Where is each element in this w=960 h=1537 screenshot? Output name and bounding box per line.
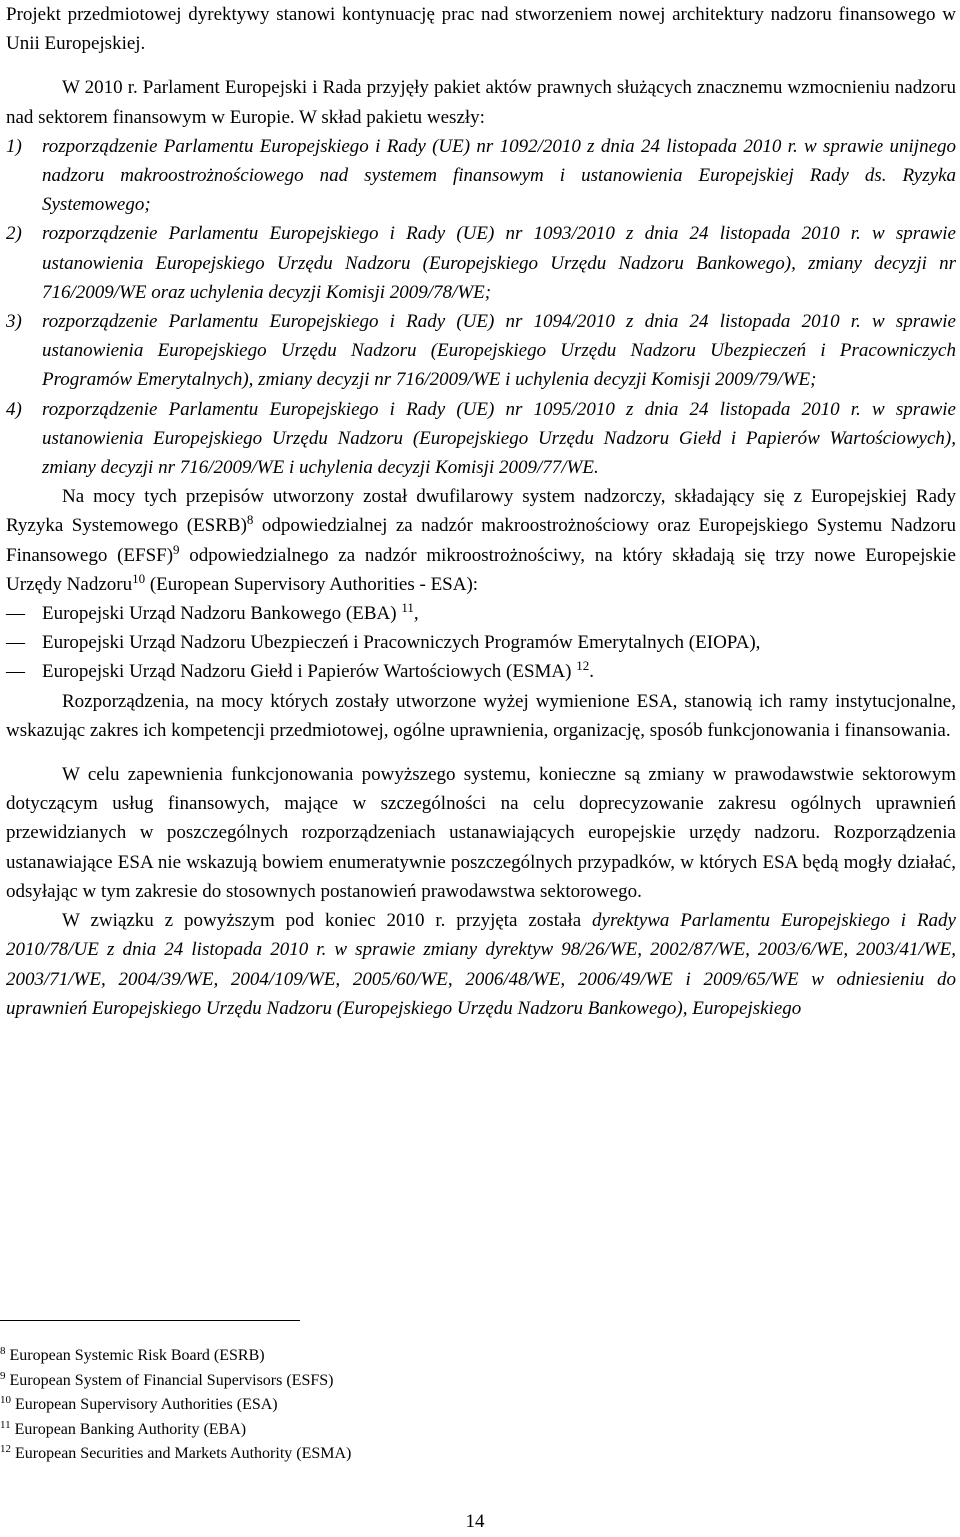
footnote-separator xyxy=(0,1320,300,1321)
list-item: — Europejski Urząd Nadzoru Giełd i Papierów Wartościowych (ESMA) $^{12}$. xyxy=(6,658,594,683)
paragraph-regulations-framework: Rozporządzenia, na mocy których zostały utworzone wyżej wymienione ESA, stanowią ich ramy instytucjonalne, wskazując zakres ich kompetencji przedmiotowej, ogólne uprawnienia, organizację, sposób funkcjonowania i finansowania. xyxy=(6,690,956,741)
paragraph-sectoral-changes: W celu zapewnienia funkcjonowania powyższego systemu, konieczne są zmiany w prawodawstwie sektorowym dotyczącym usług finansowych, mające w szczególności na celu doprecyzowanie zakresu ogólnych uprawnień przewidzianych w poszczególnych rozporządzeniach ustanawiających europejskie urzędy nadzoru. Rozporządzenia ustanawiające ESA nie wskazują bowiem enumeratywnie poszczególnych przypadków, w których ESA będą mogły działać, odsyłając w tym zakresie do stosownych postanowień prawodawstwa sektorowego. xyxy=(6,764,956,902)
list-item: 4) rozporządzenie Parlamentu Europejskiego i Rady (UE) nr 1095/2010 z dnia 24 listopada 2010 r. w sprawie ustanowienia Europejskiego Urzędu Nadzoru (Europejskiego Urzędu Nadzoru Giełd i Papierów Wartościowych), zmiany decyzji nr 716/2009/WE i uchylenia decyzji Komisji 2009/77/WE. xyxy=(6,398,956,479)
footnote: $^9$ European System of Financial Supervisors (ESFS) xyxy=(0,1369,334,1389)
footnote-ref: 8 xyxy=(246,512,254,528)
footnote-ref: 11 xyxy=(401,600,414,616)
footnote: $^8$ European Systemic Risk Board (ESRB) xyxy=(0,1345,265,1364)
footnote: $^{12}$ European Securities and Markets Authority (ESMA) xyxy=(0,1443,352,1462)
paragraph-directive: W związku z powyższym pod koniec 2010 r. przyjęta została dyrektywa Parlamentu Europejskiego i Rady 2010/78/UE z dnia 24 listopada 2010 r. w sprawie zmiany dyrektyw 98/26/WE, 2002/87/WE, 2003/6/WE, 2003/41/WE, 2003/71/WE, 2004/39/WE, 2004/109/WE, 2005/60/WE, 2006/48/WE, 2006/49/WE i 2009/65/WE w odniesieniu do uprawnień Europejskiego Urzędu Nadzoru (Europejskiego Urzędu Nadzoru Bankowego), Europejskiego xyxy=(6,910,956,1019)
paragraph-intro: Projekt przedmiotowej dyrektywy stanowi kontynuację prac nad stworzeniem nowej architektury nadzoru finansowego w Unii Europejskiej. xyxy=(6,4,956,55)
list-item: 2) rozporządzenie Parlamentu Europejskiego i Rady (UE) nr 1093/2010 z dnia 24 listopada 2010 r. w sprawie ustanowienia Europejskiego Urzędu Nadzoru (Europejskiego Urzędu Nadzoru Bankowego), zmiany decyzji nr 716/2009/WE oraz uchylenia decyzji Komisji 2009/78/WE; xyxy=(6,223,956,303)
footnote-ref: 10 xyxy=(132,570,146,586)
paragraph-package: W 2010 r. Parlament Europejski i Rada przyjęły pakiet aktów prawnych służących znacznemu wzmocnieniu nadzoru nad sektorem finansowym w Europie. W skład pakietu weszły: xyxy=(6,77,956,128)
footnotes xyxy=(0,1344,950,1467)
list-item: 3) rozporządzenie Parlamentu Europejskiego i Rady (UE) nr 1094/2010 z dnia 24 listopada 2010 r. w sprawie ustanowienia Europejskiego Urzędu Nadzoru (Europejskiego Urzędu Nadzoru Ubezpieczeń i Pracowniczych Programów Emerytalnych), zmiany decyzji nr 716/2009/WE i uchylenia decyzji Komisji 2009/79/WE; xyxy=(6,311,956,391)
list-item: 1) rozporządzenie Parlamentu Europejskiego i Rady (UE) nr 1092/2010 z dnia 24 listopada 2010 r. w sprawie unijnego nadzoru makroostrożnościowego nad systemem finansowym i ustanowienia Europejskiej Rady ds. Ryzyka Systemowego; xyxy=(6,135,956,216)
page-number: 14 xyxy=(465,1511,485,1532)
footnote-ref: 12 xyxy=(576,658,590,674)
list-item: — Europejski Urząd Nadzoru Ubezpieczeń i Pracowniczych Programów Emerytalnych (EIOPA), xyxy=(6,632,761,654)
list-item: — Europejski Urząd Nadzoru Bankowego (EBA) $^{11}$, xyxy=(6,600,419,625)
paragraph-two-pillar-system: Na mocy tych przepisów utworzony został dwufilarowy system nadzorczy, składający się z Europejskiej Rady Ryzyka Systemowego (ESRB)$^8$ odpowiedzialnej za nadzór makroostrożnościowy oraz Europejskiego Systemu Nadzoru Finansowego (EFSF)$^9$ odpowiedzialnego za nadzór mikroostrożnościwy, na który składają się trzy nowe Europejskie Urzędy Nadzoru$^{10}$ (European Supervisory Authorities - ESA): xyxy=(6,486,956,595)
document-page xyxy=(6,0,956,1023)
footnote-ref: 9 xyxy=(173,541,180,557)
regulations-list xyxy=(6,132,956,482)
authorities-list xyxy=(6,599,956,687)
footnote: $^{10}$ European Supervisory Authorities (ESA) xyxy=(0,1394,278,1413)
footnote: $^{11}$ European Banking Authority (EBA) xyxy=(0,1418,247,1438)
